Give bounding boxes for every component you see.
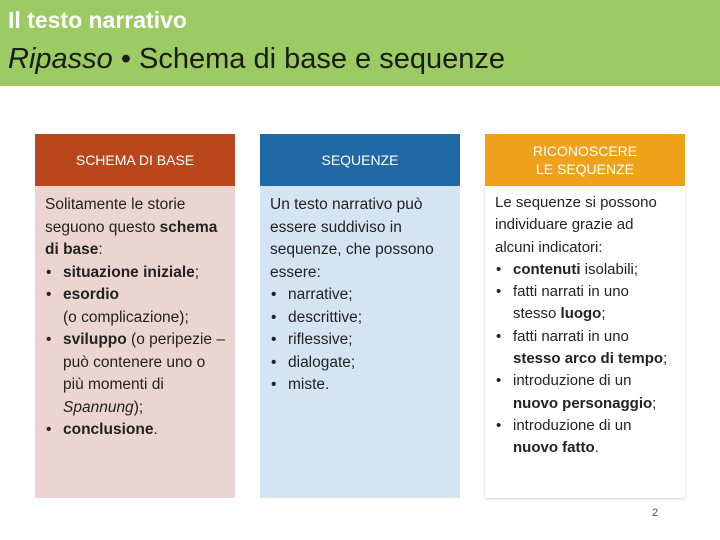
list-item: • narrative;: [270, 284, 450, 307]
riconoscere-list: [495, 259, 675, 460]
slide-header: [0, 0, 720, 86]
list-item: • miste.: [270, 374, 450, 397]
column-heading-sequenze: SEQUENZE: [260, 134, 460, 186]
schema-intro: Solitamente le storie seguono questo schema di base:: [45, 196, 218, 258]
column-riconoscere-sequenze: [485, 134, 685, 498]
riconoscere-intro: Le sequenze si possono individuare grazie ad alcuni indicatori:: [495, 194, 657, 256]
column-heading-schema: SCHEMA DI BASE: [35, 134, 235, 186]
column-body-riconoscere: [485, 186, 685, 498]
column-sequenze: [260, 134, 460, 498]
slide-subtitle: [8, 42, 505, 76]
list-item: • contenuti isolabili;: [495, 259, 675, 281]
column-body-sequenze: [260, 186, 460, 498]
list-item: • riflessive;: [270, 329, 450, 352]
schema-list: [45, 262, 225, 442]
list-item: • descrittive;: [270, 307, 450, 330]
slide-title: Il testo narrativo: [8, 7, 187, 33]
list-item: • introduzione di un nuovo personaggio;: [495, 370, 675, 415]
list-item: • conclusione.: [45, 419, 225, 442]
sequenze-intro: Un testo narrativo può essere suddiviso in sequenze, che possono essere:: [270, 196, 434, 281]
list-item: • situazione iniziale;: [45, 262, 225, 285]
page-number: 2: [652, 507, 659, 519]
column-body-schema: [35, 186, 235, 498]
list-item: • fatti narrati in uno stesso arco di tempo;: [495, 326, 675, 371]
list-item: • sviluppo (o peripezie – può contenere uno o più momenti di Spannung);: [45, 329, 225, 419]
list-item: • esordio (o complicazione);: [45, 284, 225, 329]
list-item: • dialogate;: [270, 352, 450, 375]
sequenze-list: [270, 284, 450, 397]
column-heading-riconoscere: RICONOSCERE LE SEQUENZE: [485, 134, 685, 186]
subtitle-italic: Ripasso: [8, 43, 113, 75]
subtitle-rest: • Schema di base e sequenze: [112, 43, 506, 75]
list-item: • fatti narrati in uno stesso luogo;: [495, 281, 675, 326]
list-item: • introduzione di un nuovo fatto.: [495, 415, 675, 460]
column-schema-di-base: [35, 134, 235, 498]
